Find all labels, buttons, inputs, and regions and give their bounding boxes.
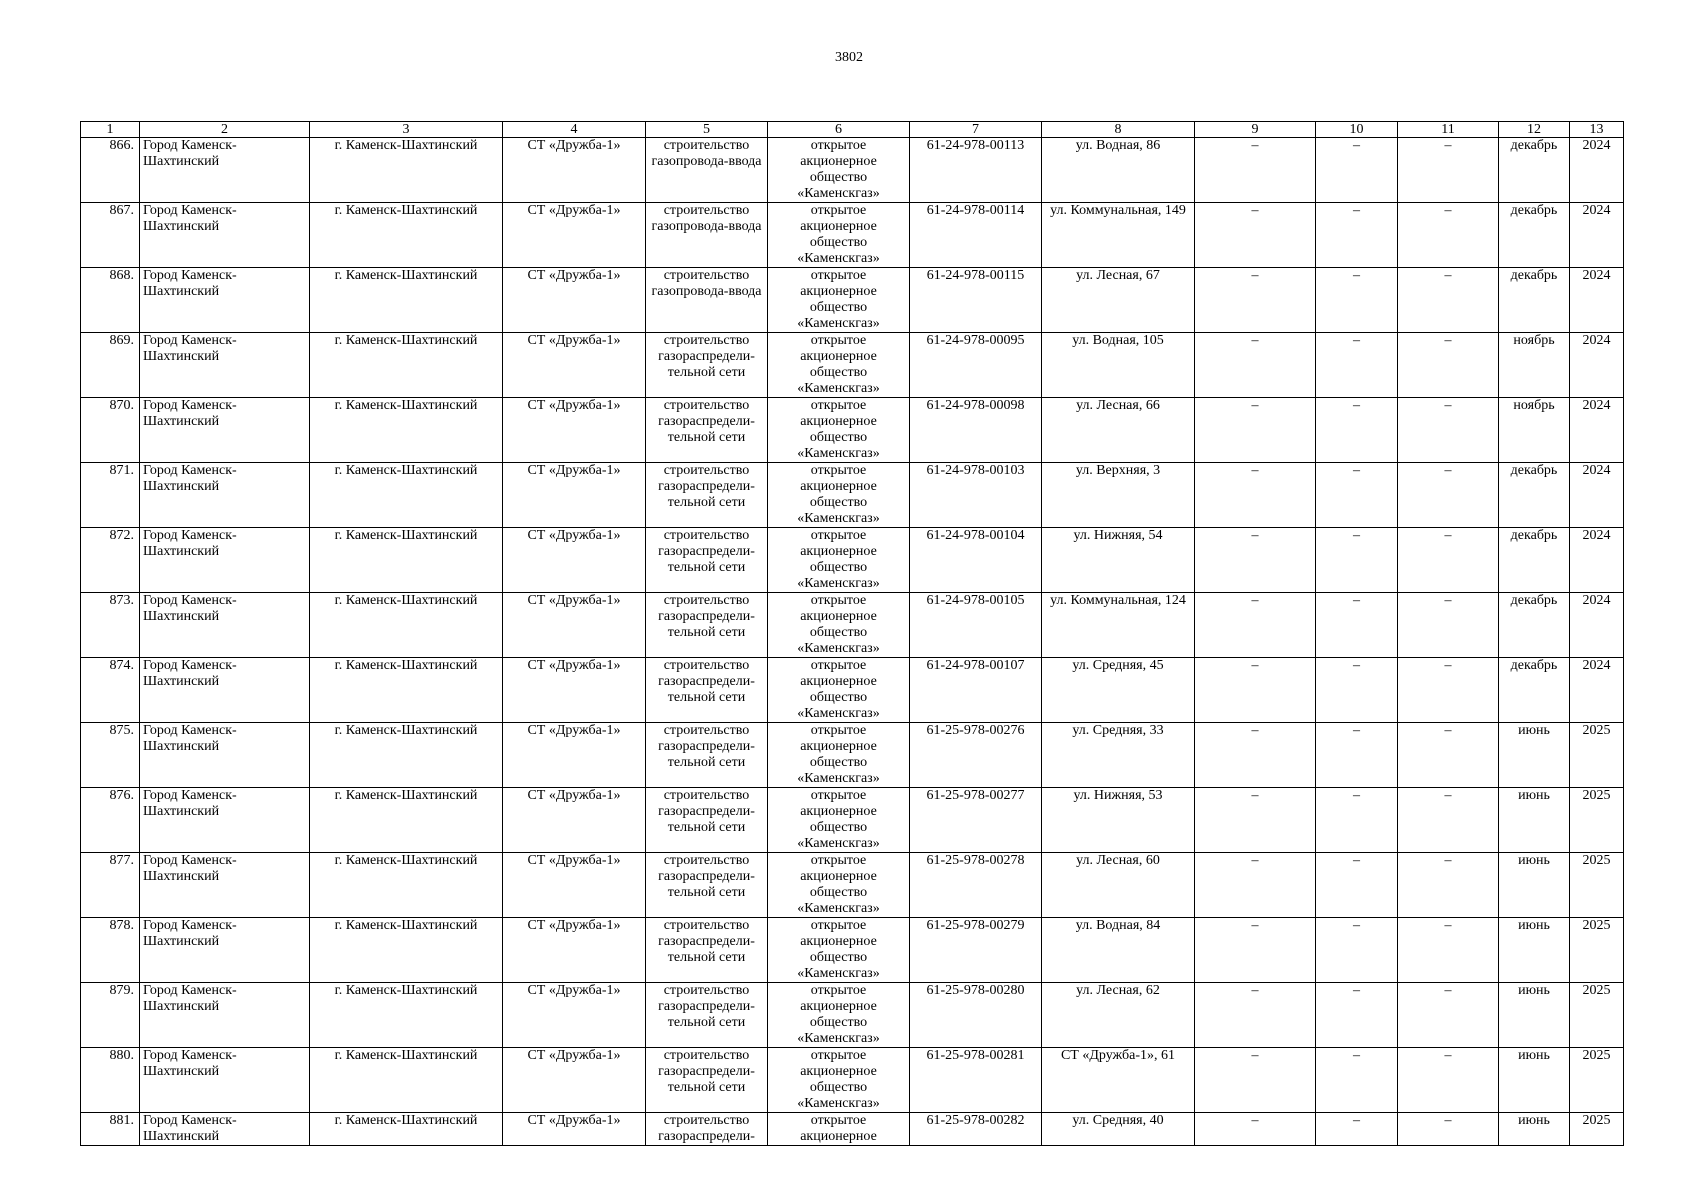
cell-col-10: – <box>1316 138 1398 203</box>
cell-col-9: – <box>1195 788 1316 853</box>
cell-municipality: Город Каменск-Шахтинский <box>140 593 310 658</box>
cell-municipality: Город Каменск-Шахтинский <box>140 1113 310 1146</box>
cell-object-code: 61-24-978-00114 <box>910 203 1042 268</box>
cell-area: СТ «Дружба-1» <box>503 983 646 1048</box>
cell-settlement: г. Каменск-Шахтинский <box>310 1048 503 1113</box>
cell-object-code: 61-24-978-00104 <box>910 528 1042 593</box>
cell-address: ул. Лесная, 62 <box>1042 983 1195 1048</box>
cell-work-type: строительство газораспредели-тельной сети <box>646 333 768 398</box>
table-row <box>81 528 1624 593</box>
cell-area: СТ «Дружба-1» <box>503 918 646 983</box>
cell-month: июнь <box>1499 788 1570 853</box>
cell-row-number: 880. <box>81 1048 140 1113</box>
header-row <box>81 122 1624 138</box>
cell-organization: открытое акционерное общество «Каменскгаз» <box>768 593 910 658</box>
cell-settlement: г. Каменск-Шахтинский <box>310 333 503 398</box>
cell-municipality: Город Каменск-Шахтинский <box>140 528 310 593</box>
column-header: 3 <box>310 122 503 138</box>
cell-col-11: – <box>1398 528 1499 593</box>
cell-month: июнь <box>1499 723 1570 788</box>
table-row <box>81 918 1624 983</box>
cell-municipality: Город Каменск-Шахтинский <box>140 398 310 463</box>
cell-month: декабрь <box>1499 463 1570 528</box>
table-row <box>81 723 1624 788</box>
cell-area: СТ «Дружба-1» <box>503 593 646 658</box>
cell-address: ул. Водная, 105 <box>1042 333 1195 398</box>
cell-municipality: Город Каменск-Шахтинский <box>140 268 310 333</box>
cell-municipality: Город Каменск-Шахтинский <box>140 463 310 528</box>
cell-municipality: Город Каменск-Шахтинский <box>140 138 310 203</box>
cell-month: декабрь <box>1499 268 1570 333</box>
table-row <box>81 203 1624 268</box>
cell-month: ноябрь <box>1499 333 1570 398</box>
cell-organization: открытое акционерное общество «Каменскгаз» <box>768 918 910 983</box>
table-row <box>81 1113 1624 1146</box>
cell-area: СТ «Дружба-1» <box>503 138 646 203</box>
cell-work-type: строительство газораспредели-тельной сети <box>646 593 768 658</box>
cell-organization: открытое акционерное общество «Каменскгаз» <box>768 853 910 918</box>
cell-col-11: – <box>1398 203 1499 268</box>
cell-organization: открытое акционерное общество «Каменскгаз» <box>768 268 910 333</box>
cell-address: ул. Средняя, 33 <box>1042 723 1195 788</box>
cell-row-number: 868. <box>81 268 140 333</box>
cell-year: 2025 <box>1570 918 1624 983</box>
cell-work-type: строительство газопровода-ввода <box>646 268 768 333</box>
cell-col-10: – <box>1316 918 1398 983</box>
cell-row-number: 869. <box>81 333 140 398</box>
cell-organization: открытое акционерное общество «Каменскгаз» <box>768 983 910 1048</box>
cell-month: июнь <box>1499 1113 1570 1146</box>
cell-year: 2024 <box>1570 528 1624 593</box>
cell-col-9: – <box>1195 203 1316 268</box>
cell-col-9: – <box>1195 1048 1316 1113</box>
cell-col-9: – <box>1195 658 1316 723</box>
table-row <box>81 463 1624 528</box>
cell-col-10: – <box>1316 658 1398 723</box>
cell-municipality: Город Каменск-Шахтинский <box>140 918 310 983</box>
cell-address: ул. Лесная, 66 <box>1042 398 1195 463</box>
cell-settlement: г. Каменск-Шахтинский <box>310 528 503 593</box>
cell-settlement: г. Каменск-Шахтинский <box>310 203 503 268</box>
cell-month: июнь <box>1499 918 1570 983</box>
cell-municipality: Город Каменск-Шахтинский <box>140 983 310 1048</box>
cell-work-type: строительство газораспредели-тельной сети <box>646 463 768 528</box>
column-header: 6 <box>768 122 910 138</box>
cell-row-number: 876. <box>81 788 140 853</box>
cell-work-type: строительство газораспредели-тельной сети <box>646 853 768 918</box>
cell-row-number: 879. <box>81 983 140 1048</box>
cell-year: 2024 <box>1570 138 1624 203</box>
cell-object-code: 61-25-978-00282 <box>910 1113 1042 1146</box>
cell-settlement: г. Каменск-Шахтинский <box>310 593 503 658</box>
cell-organization: открытое акционерное общество «Каменскгаз» <box>768 658 910 723</box>
table-row <box>81 658 1624 723</box>
cell-month: декабрь <box>1499 658 1570 723</box>
cell-row-number: 878. <box>81 918 140 983</box>
cell-object-code: 61-24-978-00115 <box>910 268 1042 333</box>
cell-municipality: Город Каменск-Шахтинский <box>140 658 310 723</box>
cell-object-code: 61-25-978-00280 <box>910 983 1042 1048</box>
cell-settlement: г. Каменск-Шахтинский <box>310 463 503 528</box>
cell-object-code: 61-24-978-00113 <box>910 138 1042 203</box>
column-header: 10 <box>1316 122 1398 138</box>
cell-organization: открытое акционерное общество «Каменскгаз» <box>768 333 910 398</box>
cell-address: ул. Средняя, 40 <box>1042 1113 1195 1146</box>
cell-col-11: – <box>1398 983 1499 1048</box>
column-number-header <box>81 122 1624 138</box>
cell-municipality: Город Каменск-Шахтинский <box>140 333 310 398</box>
cell-row-number: 866. <box>81 138 140 203</box>
cell-area: СТ «Дружба-1» <box>503 463 646 528</box>
cell-address: ул. Коммунальная, 124 <box>1042 593 1195 658</box>
cell-area: СТ «Дружба-1» <box>503 528 646 593</box>
table-row <box>81 138 1624 203</box>
cell-settlement: г. Каменск-Шахтинский <box>310 723 503 788</box>
cell-object-code: 61-24-978-00107 <box>910 658 1042 723</box>
cell-settlement: г. Каменск-Шахтинский <box>310 788 503 853</box>
cell-col-11: – <box>1398 593 1499 658</box>
cell-col-11: – <box>1398 658 1499 723</box>
cell-month: декабрь <box>1499 203 1570 268</box>
cell-col-11: – <box>1398 723 1499 788</box>
cell-year: 2024 <box>1570 593 1624 658</box>
cell-settlement: г. Каменск-Шахтинский <box>310 398 503 463</box>
cell-month: июнь <box>1499 853 1570 918</box>
cell-settlement: г. Каменск-Шахтинский <box>310 853 503 918</box>
table-row <box>81 788 1624 853</box>
column-header: 13 <box>1570 122 1624 138</box>
cell-month: декабрь <box>1499 138 1570 203</box>
cell-settlement: г. Каменск-Шахтинский <box>310 138 503 203</box>
cell-row-number: 875. <box>81 723 140 788</box>
cell-row-number: 873. <box>81 593 140 658</box>
cell-work-type: строительство газораспредели- <box>646 1113 768 1146</box>
cell-col-9: – <box>1195 138 1316 203</box>
cell-col-9: – <box>1195 528 1316 593</box>
column-header: 9 <box>1195 122 1316 138</box>
cell-organization: открытое акционерное общество «Каменскгаз» <box>768 528 910 593</box>
cell-col-11: – <box>1398 1113 1499 1146</box>
cell-col-9: – <box>1195 398 1316 463</box>
cell-row-number: 877. <box>81 853 140 918</box>
table-row <box>81 983 1624 1048</box>
table-row <box>81 268 1624 333</box>
cell-col-10: – <box>1316 853 1398 918</box>
cell-organization: открытое акционерное общество «Каменскгаз» <box>768 138 910 203</box>
cell-col-10: – <box>1316 788 1398 853</box>
cell-month: декабрь <box>1499 528 1570 593</box>
cell-year: 2024 <box>1570 268 1624 333</box>
cell-settlement: г. Каменск-Шахтинский <box>310 918 503 983</box>
cell-work-type: строительство газораспредели-тельной сети <box>646 983 768 1048</box>
cell-object-code: 61-25-978-00281 <box>910 1048 1042 1113</box>
table-row <box>81 333 1624 398</box>
cell-organization: открытое акционерное общество «Каменскгаз» <box>768 398 910 463</box>
cell-row-number: 871. <box>81 463 140 528</box>
cell-col-10: – <box>1316 463 1398 528</box>
cell-area: СТ «Дружба-1» <box>503 658 646 723</box>
cell-object-code: 61-25-978-00279 <box>910 918 1042 983</box>
cell-work-type: строительство газопровода-ввода <box>646 138 768 203</box>
table-row <box>81 853 1624 918</box>
cell-address: ул. Водная, 86 <box>1042 138 1195 203</box>
cell-object-code: 61-24-978-00098 <box>910 398 1042 463</box>
cell-municipality: Город Каменск-Шахтинский <box>140 723 310 788</box>
cell-object-code: 61-25-978-00278 <box>910 853 1042 918</box>
cell-col-11: – <box>1398 853 1499 918</box>
cell-col-10: – <box>1316 1113 1398 1146</box>
cell-object-code: 61-24-978-00095 <box>910 333 1042 398</box>
cell-col-10: – <box>1316 268 1398 333</box>
cell-area: СТ «Дружба-1» <box>503 333 646 398</box>
cell-organization: открытое акционерное общество «Каменскгаз» <box>768 203 910 268</box>
cell-col-9: – <box>1195 1113 1316 1146</box>
cell-year: 2025 <box>1570 983 1624 1048</box>
cell-col-9: – <box>1195 593 1316 658</box>
cell-col-10: – <box>1316 528 1398 593</box>
column-header: 5 <box>646 122 768 138</box>
cell-area: СТ «Дружба-1» <box>503 203 646 268</box>
cell-object-code: 61-25-978-00277 <box>910 788 1042 853</box>
table-row <box>81 593 1624 658</box>
cell-col-11: – <box>1398 398 1499 463</box>
cell-area: СТ «Дружба-1» <box>503 788 646 853</box>
cell-organization: открытое акционерное <box>768 1113 910 1146</box>
cell-address: ул. Нижняя, 54 <box>1042 528 1195 593</box>
cell-year: 2024 <box>1570 398 1624 463</box>
cell-object-code: 61-24-978-00105 <box>910 593 1042 658</box>
cell-settlement: г. Каменск-Шахтинский <box>310 268 503 333</box>
cell-month: июнь <box>1499 983 1570 1048</box>
cell-work-type: строительство газораспредели-тельной сети <box>646 1048 768 1113</box>
cell-work-type: строительство газораспредели-тельной сети <box>646 398 768 463</box>
cell-col-11: – <box>1398 138 1499 203</box>
cell-municipality: Город Каменск-Шахтинский <box>140 788 310 853</box>
cell-col-11: – <box>1398 788 1499 853</box>
cell-settlement: г. Каменск-Шахтинский <box>310 1113 503 1146</box>
cell-col-11: – <box>1398 1048 1499 1113</box>
cell-row-number: 867. <box>81 203 140 268</box>
cell-work-type: строительство газораспредели-тельной сети <box>646 918 768 983</box>
table-body <box>81 138 1624 1146</box>
cell-col-11: – <box>1398 333 1499 398</box>
cell-col-11: – <box>1398 268 1499 333</box>
cell-row-number: 872. <box>81 528 140 593</box>
cell-col-9: – <box>1195 918 1316 983</box>
cell-year: 2025 <box>1570 1048 1624 1113</box>
column-header: 8 <box>1042 122 1195 138</box>
column-header: 1 <box>81 122 140 138</box>
cell-col-9: – <box>1195 333 1316 398</box>
cell-year: 2025 <box>1570 723 1624 788</box>
cell-col-9: – <box>1195 983 1316 1048</box>
column-header: 7 <box>910 122 1042 138</box>
cell-col-10: – <box>1316 983 1398 1048</box>
cell-municipality: Город Каменск-Шахтинский <box>140 1048 310 1113</box>
cell-col-9: – <box>1195 723 1316 788</box>
cell-address: СТ «Дружба-1», 61 <box>1042 1048 1195 1113</box>
cell-settlement: г. Каменск-Шахтинский <box>310 658 503 723</box>
cell-organization: открытое акционерное общество «Каменскгаз» <box>768 463 910 528</box>
cell-year: 2025 <box>1570 853 1624 918</box>
cell-col-9: – <box>1195 463 1316 528</box>
cell-year: 2024 <box>1570 203 1624 268</box>
cell-address: ул. Нижняя, 53 <box>1042 788 1195 853</box>
cell-year: 2024 <box>1570 333 1624 398</box>
column-header: 11 <box>1398 122 1499 138</box>
cell-col-11: – <box>1398 463 1499 528</box>
cell-year: 2024 <box>1570 658 1624 723</box>
cell-organization: открытое акционерное общество «Каменскгаз» <box>768 723 910 788</box>
cell-work-type: строительство газораспредели-тельной сети <box>646 723 768 788</box>
cell-year: 2025 <box>1570 1113 1624 1146</box>
cell-address: ул. Коммунальная, 149 <box>1042 203 1195 268</box>
cell-col-10: – <box>1316 203 1398 268</box>
cell-address: ул. Верхняя, 3 <box>1042 463 1195 528</box>
cell-row-number: 881. <box>81 1113 140 1146</box>
table-row <box>81 1048 1624 1113</box>
cell-area: СТ «Дружба-1» <box>503 1113 646 1146</box>
table-row <box>81 398 1624 463</box>
cell-col-10: – <box>1316 1048 1398 1113</box>
cell-col-9: – <box>1195 853 1316 918</box>
registry-table <box>80 121 1624 1146</box>
cell-address: ул. Водная, 84 <box>1042 918 1195 983</box>
cell-row-number: 870. <box>81 398 140 463</box>
cell-col-9: – <box>1195 268 1316 333</box>
cell-area: СТ «Дружба-1» <box>503 268 646 333</box>
cell-col-11: – <box>1398 918 1499 983</box>
cell-municipality: Город Каменск-Шахтинский <box>140 203 310 268</box>
cell-col-10: – <box>1316 723 1398 788</box>
cell-work-type: строительство газопровода-ввода <box>646 203 768 268</box>
cell-year: 2024 <box>1570 463 1624 528</box>
cell-organization: открытое акционерное общество «Каменскгаз» <box>768 788 910 853</box>
cell-col-10: – <box>1316 398 1398 463</box>
cell-work-type: строительство газораспредели-тельной сети <box>646 528 768 593</box>
cell-col-10: – <box>1316 333 1398 398</box>
cell-area: СТ «Дружба-1» <box>503 1048 646 1113</box>
column-header: 12 <box>1499 122 1570 138</box>
cell-address: ул. Лесная, 60 <box>1042 853 1195 918</box>
cell-month: июнь <box>1499 1048 1570 1113</box>
cell-work-type: строительство газораспредели-тельной сети <box>646 658 768 723</box>
cell-area: СТ «Дружба-1» <box>503 398 646 463</box>
cell-settlement: г. Каменск-Шахтинский <box>310 983 503 1048</box>
cell-work-type: строительство газораспредели-тельной сети <box>646 788 768 853</box>
column-header: 2 <box>140 122 310 138</box>
cell-year: 2025 <box>1570 788 1624 853</box>
cell-address: ул. Лесная, 67 <box>1042 268 1195 333</box>
cell-organization: открытое акционерное общество «Каменскгаз» <box>768 1048 910 1113</box>
cell-col-10: – <box>1316 593 1398 658</box>
cell-row-number: 874. <box>81 658 140 723</box>
cell-object-code: 61-24-978-00103 <box>910 463 1042 528</box>
cell-month: декабрь <box>1499 593 1570 658</box>
cell-area: СТ «Дружба-1» <box>503 853 646 918</box>
column-header: 4 <box>503 122 646 138</box>
cell-area: СТ «Дружба-1» <box>503 723 646 788</box>
cell-address: ул. Средняя, 45 <box>1042 658 1195 723</box>
page-number: 3802 <box>835 50 863 65</box>
cell-month: ноябрь <box>1499 398 1570 463</box>
cell-object-code: 61-25-978-00276 <box>910 723 1042 788</box>
cell-municipality: Город Каменск-Шахтинский <box>140 853 310 918</box>
